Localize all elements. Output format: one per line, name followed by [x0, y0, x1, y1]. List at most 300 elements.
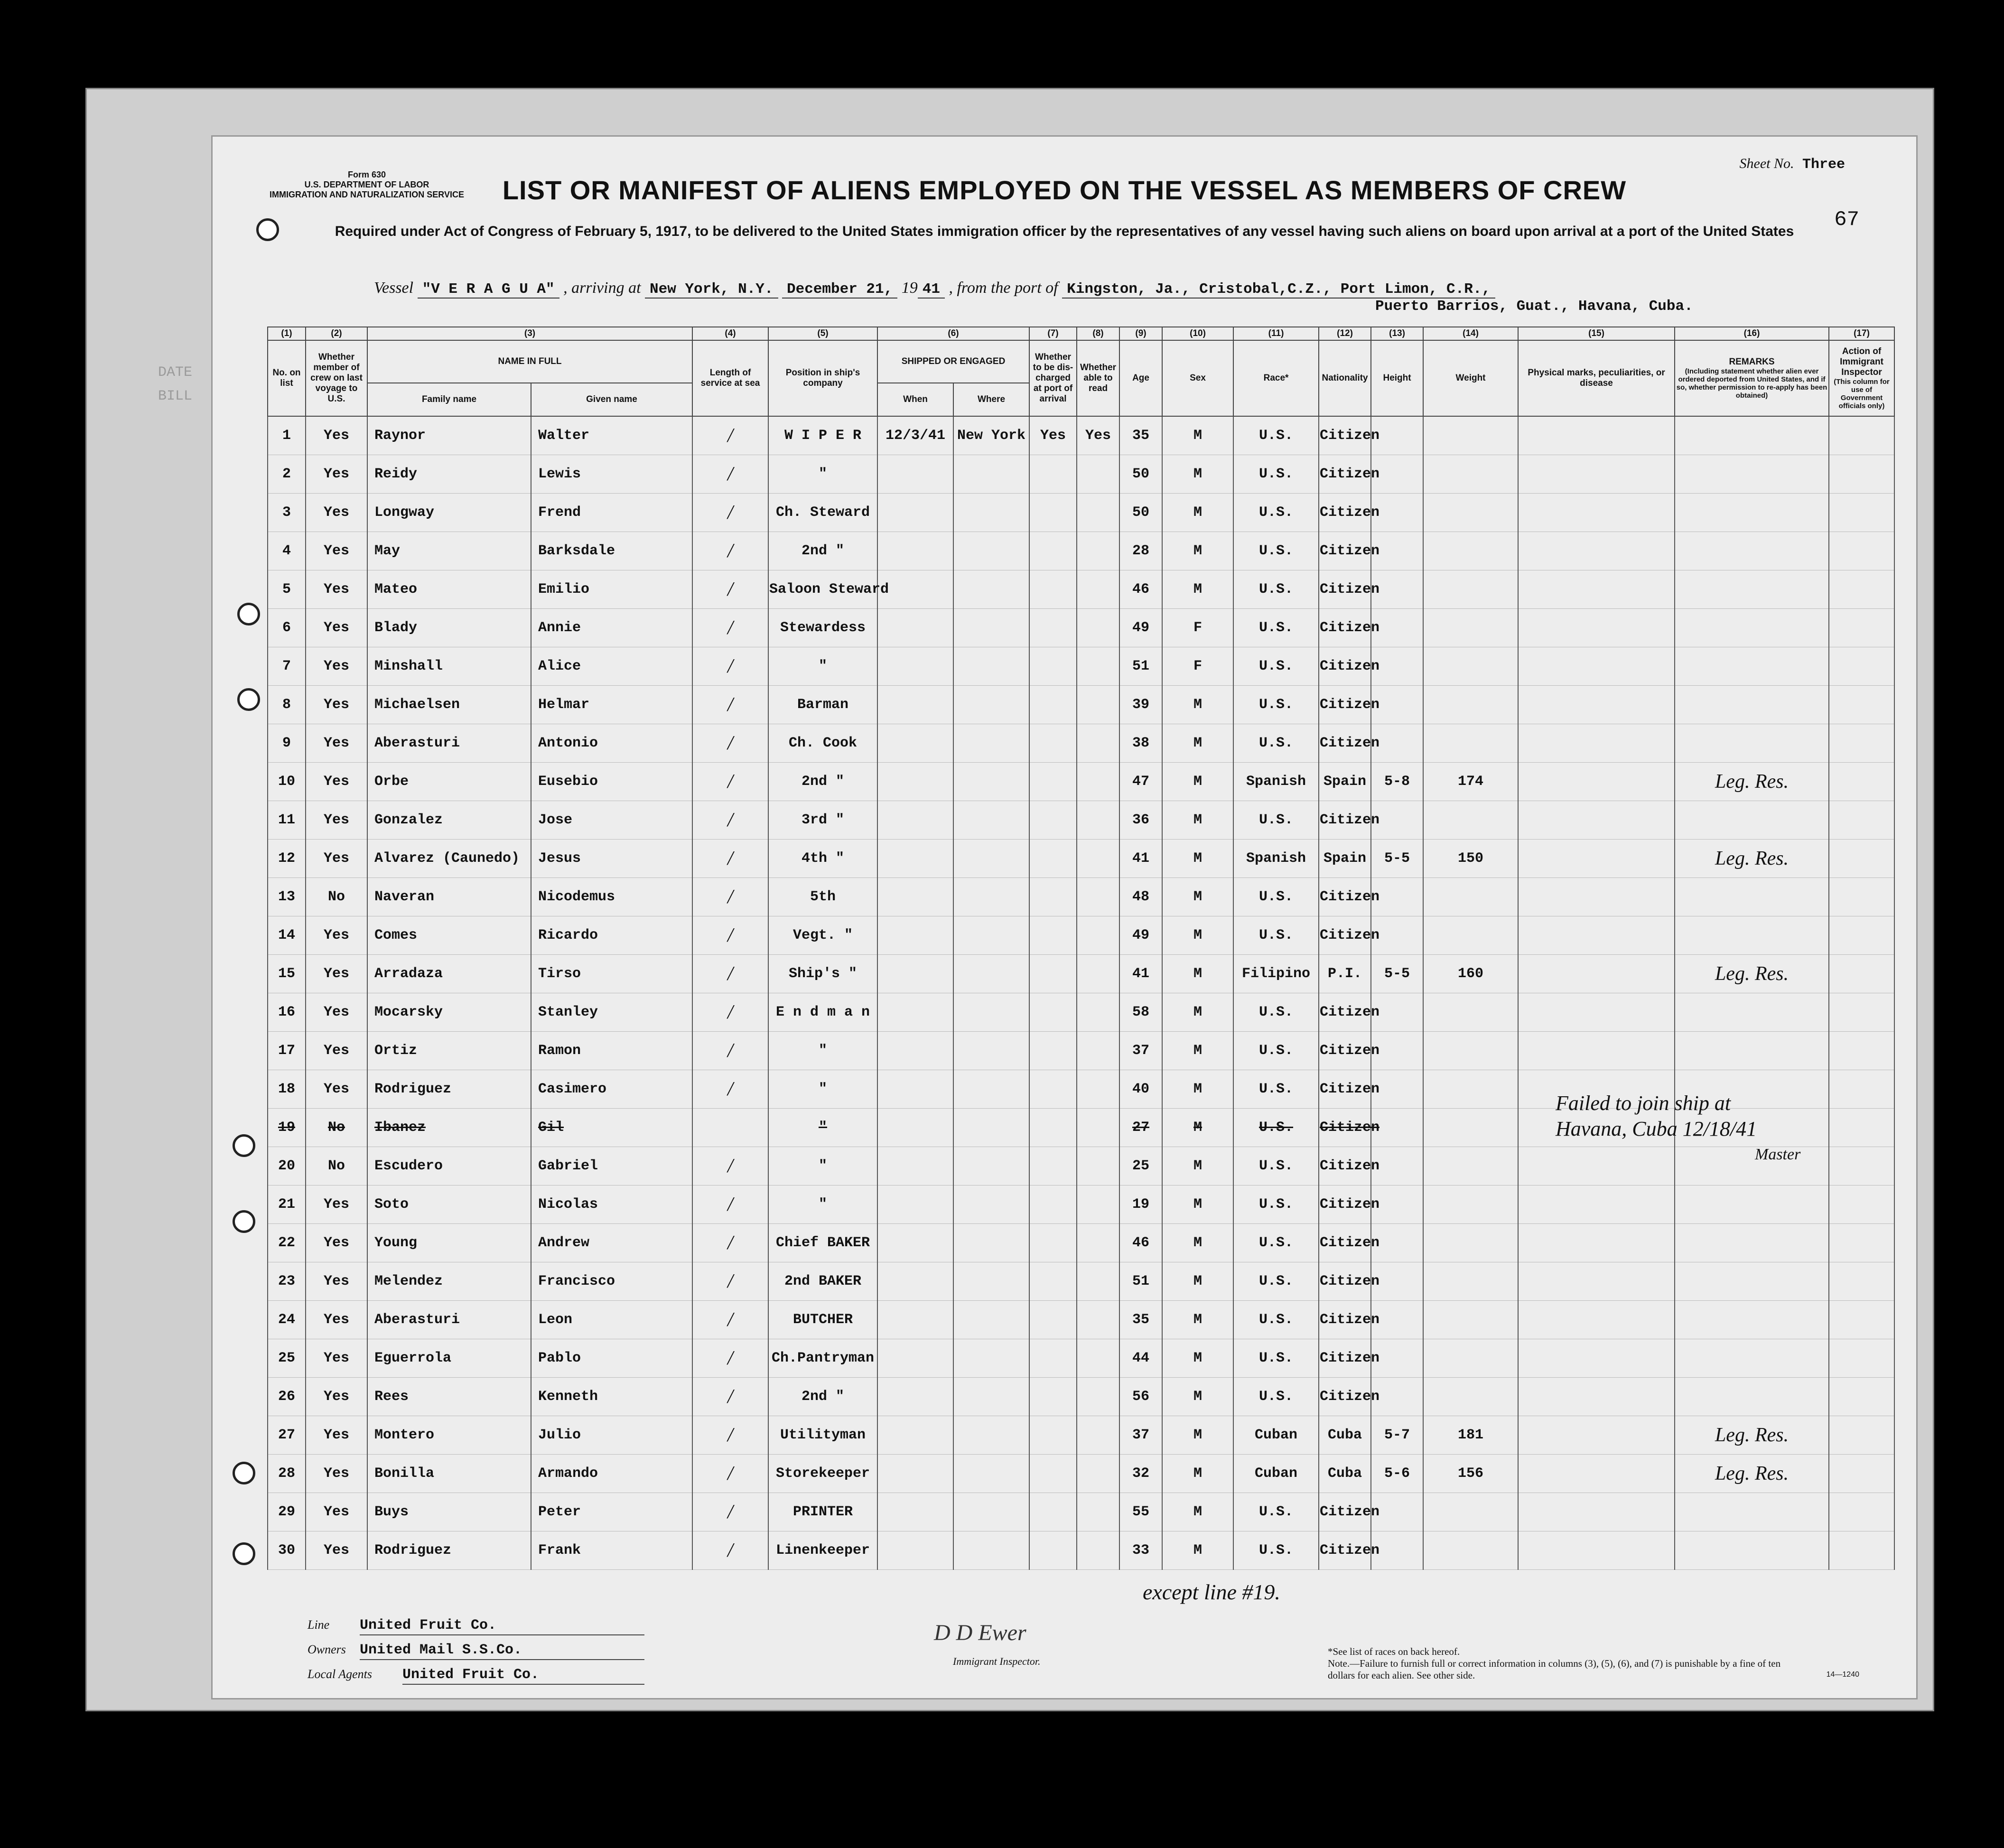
given-name-cell: Peter	[531, 1493, 692, 1531]
crew-row	[268, 763, 1894, 801]
header-when: When	[877, 383, 953, 416]
physical-marks-cell	[1518, 878, 1675, 916]
weight-cell	[1423, 609, 1518, 647]
shipped-when-cell	[877, 1301, 953, 1339]
shipped-where-cell	[953, 1531, 1029, 1570]
physical-marks-cell	[1518, 1416, 1675, 1455]
family-name-cell: Ibanez	[367, 1109, 531, 1147]
sex-cell: M	[1162, 1109, 1233, 1147]
able-to-read-cell	[1077, 878, 1119, 916]
remarks-cell	[1675, 647, 1829, 686]
to-be-discharged-cell	[1029, 1493, 1077, 1531]
family-name-cell: Comes	[367, 916, 531, 955]
family-name-cell: Rodriguez	[367, 1531, 531, 1570]
weight-cell	[1423, 1531, 1518, 1570]
inspector-signature: D D Ewer	[934, 1620, 1026, 1645]
able-to-read-cell	[1077, 1339, 1119, 1378]
race-cell: Spanish	[1233, 763, 1319, 801]
age-cell: 48	[1119, 878, 1162, 916]
inspector-action-cell	[1829, 1224, 1894, 1262]
race-cell: U.S.	[1233, 1185, 1319, 1224]
weight-cell	[1423, 455, 1518, 494]
to-be-discharged-cell	[1029, 686, 1077, 724]
vessel-name: "V E R A G U A"	[418, 281, 559, 299]
race-cell: U.S.	[1233, 1301, 1319, 1339]
age-cell: 51	[1119, 647, 1162, 686]
ship-position-cell: "	[768, 647, 877, 686]
shipped-where-cell	[953, 1301, 1029, 1339]
nationality-cell: P.I.	[1319, 955, 1371, 993]
age-cell: 36	[1119, 801, 1162, 840]
able-to-read-cell	[1077, 1147, 1119, 1185]
family-name-cell: Mocarsky	[367, 993, 531, 1032]
manifest-sheet	[211, 135, 1918, 1699]
header-action	[1829, 340, 1894, 416]
year-suffix: 41	[918, 281, 945, 299]
remarks-cell	[1675, 1301, 1829, 1339]
service-length-cell: /	[692, 1339, 768, 1378]
weight-cell	[1423, 416, 1518, 455]
inspector-action-cell	[1829, 1455, 1894, 1493]
sex-cell: M	[1162, 1070, 1233, 1109]
sex-cell: M	[1162, 416, 1233, 455]
col-num-2: (2)	[306, 327, 367, 340]
physical-marks-cell	[1518, 801, 1675, 840]
family-name-cell: Minshall	[367, 647, 531, 686]
family-name-cell: Reidy	[367, 455, 531, 494]
race-cell: U.S.	[1233, 686, 1319, 724]
service-length-cell: /	[692, 609, 768, 647]
ship-position-cell: Storekeeper	[768, 1455, 877, 1493]
remarks-cell	[1675, 916, 1829, 955]
to-be-discharged-cell	[1029, 1032, 1077, 1070]
shipped-where-cell	[953, 801, 1029, 840]
crew-member-last-voyage-cell: Yes	[306, 1070, 367, 1109]
col-num-10: (10)	[1162, 327, 1233, 340]
shipped-when-cell	[877, 1262, 953, 1301]
able-to-read-cell	[1077, 532, 1119, 570]
crew-row	[268, 1378, 1894, 1416]
shipped-where-cell	[953, 686, 1029, 724]
remarks-cell	[1675, 1185, 1829, 1224]
given-name-cell: Julio	[531, 1416, 692, 1455]
inspector-action-cell	[1829, 1301, 1894, 1339]
shipped-where-cell	[953, 993, 1029, 1032]
departure-ports-line2: Puerto Barrios, Guat., Havana, Cuba.	[1375, 298, 1693, 315]
family-name-cell: Melendez	[367, 1262, 531, 1301]
shipped-where-cell	[953, 1185, 1029, 1224]
to-be-discharged-cell	[1029, 1416, 1077, 1455]
inspector-action-cell	[1829, 1493, 1894, 1531]
physical-marks-cell	[1518, 763, 1675, 801]
sex-cell: M	[1162, 1032, 1233, 1070]
able-to-read-cell	[1077, 686, 1119, 724]
sex-cell: M	[1162, 532, 1233, 570]
given-name-cell: Eusebio	[531, 763, 692, 801]
physical-marks-cell	[1518, 1032, 1675, 1070]
physical-marks-cell	[1518, 916, 1675, 955]
age-cell: 51	[1119, 1262, 1162, 1301]
sex-cell: M	[1162, 455, 1233, 494]
binder-hole	[233, 1462, 255, 1484]
header-no-on-list: No. on list	[268, 340, 306, 416]
race-cell: U.S.	[1233, 570, 1319, 609]
crew-row	[268, 801, 1894, 840]
to-be-discharged-cell	[1029, 1378, 1077, 1416]
shipped-when-cell	[877, 840, 953, 878]
department-name: U.S. DEPARTMENT OF LABOR	[304, 180, 429, 189]
print-code: 14—1240	[1826, 1671, 1859, 1679]
physical-marks-cell	[1518, 1185, 1675, 1224]
given-name-cell: Ramon	[531, 1032, 692, 1070]
sex-cell: M	[1162, 724, 1233, 763]
shipped-where-cell	[953, 532, 1029, 570]
family-name-cell: Buys	[367, 1493, 531, 1531]
family-name-cell: May	[367, 532, 531, 570]
ship-position-cell: "	[768, 1032, 877, 1070]
weight-cell: 160	[1423, 955, 1518, 993]
sheet-number-value: Three	[1802, 157, 1845, 173]
arriving-label: , arriving at	[563, 279, 641, 297]
races-note: *See list of races on back hereof.	[1328, 1646, 1460, 1657]
ship-position-cell: Utilityman	[768, 1416, 877, 1455]
sex-cell: M	[1162, 878, 1233, 916]
height-cell: 5-7	[1371, 1416, 1423, 1455]
year-prefix: 19	[901, 279, 918, 297]
ship-position-cell: 5th	[768, 878, 877, 916]
sex-cell: M	[1162, 801, 1233, 840]
sheet-number-label: Sheet No.	[1739, 156, 1794, 171]
sex-cell: M	[1162, 1531, 1233, 1570]
nationality-cell: Citizen	[1319, 647, 1371, 686]
remarks-cell	[1675, 686, 1829, 724]
shipped-when-cell	[877, 1455, 953, 1493]
remarks-cell	[1675, 1531, 1829, 1570]
remarks-cell	[1675, 801, 1829, 840]
inspector-action-cell	[1829, 1032, 1894, 1070]
remarks-cell	[1675, 1339, 1829, 1378]
race-cell: Spanish	[1233, 840, 1319, 878]
crew-member-last-voyage-cell: Yes	[306, 801, 367, 840]
shipped-where-cell	[953, 1339, 1029, 1378]
able-to-read-cell	[1077, 1531, 1119, 1570]
service-length-cell: /	[692, 1378, 768, 1416]
service-length-cell: /	[692, 724, 768, 763]
crew-member-last-voyage-cell: Yes	[306, 1224, 367, 1262]
shipped-when-cell	[877, 878, 953, 916]
weight-cell	[1423, 1224, 1518, 1262]
crew-member-last-voyage-cell: Yes	[306, 840, 367, 878]
crew-row	[268, 1339, 1894, 1378]
nationality-cell: Citizen	[1319, 416, 1371, 455]
arrival-date: December 21,	[782, 281, 897, 299]
nationality-cell: Citizen	[1319, 455, 1371, 494]
weight-cell	[1423, 878, 1518, 916]
shipped-when-cell	[877, 686, 953, 724]
row-number-cell: 15	[268, 955, 306, 993]
given-name-cell: Andrew	[531, 1224, 692, 1262]
to-be-discharged-cell	[1029, 1455, 1077, 1493]
age-cell: 41	[1119, 840, 1162, 878]
inspector-action-cell	[1829, 532, 1894, 570]
weight-cell	[1423, 1185, 1518, 1224]
able-to-read-cell	[1077, 455, 1119, 494]
to-be-discharged-cell	[1029, 455, 1077, 494]
col-num-1: (1)	[268, 327, 306, 340]
penalty-note: Note.—Failure to furnish full or correct information in columns (3), (5), (6), and (7) is punishable by a fine of ten dollars for each alien. See other side.	[1328, 1658, 1781, 1681]
binder-hole	[233, 1134, 255, 1157]
nationality-cell: Citizen	[1319, 1531, 1371, 1570]
shipped-when-cell	[877, 570, 953, 609]
ship-position-cell: Ch.Pantryman	[768, 1339, 877, 1378]
weight-cell	[1423, 1262, 1518, 1301]
nationality-cell: Citizen	[1319, 878, 1371, 916]
ship-position-cell: 2nd "	[768, 763, 877, 801]
given-name-cell: Frend	[531, 494, 692, 532]
ship-position-cell: 2nd "	[768, 1378, 877, 1416]
age-cell: 35	[1119, 416, 1162, 455]
physical-marks-cell	[1518, 1339, 1675, 1378]
shipped-when-cell	[877, 647, 953, 686]
age-cell: 19	[1119, 1185, 1162, 1224]
inspector-action-cell	[1829, 647, 1894, 686]
agents-value: United Fruit Co.	[402, 1666, 644, 1685]
row-number-cell: 24	[268, 1301, 306, 1339]
vessel-label: Vessel	[374, 279, 414, 297]
shipped-where-cell	[953, 763, 1029, 801]
row-number-cell: 19	[268, 1109, 306, 1147]
remarks-cell	[1675, 1262, 1829, 1301]
able-to-read-cell	[1077, 1262, 1119, 1301]
family-name-cell: Young	[367, 1224, 531, 1262]
crew-table	[267, 327, 1895, 1570]
crew-member-last-voyage-cell: Yes	[306, 1339, 367, 1378]
row-number-cell: 16	[268, 993, 306, 1032]
nationality-cell: Citizen	[1319, 993, 1371, 1032]
to-be-discharged-cell	[1029, 494, 1077, 532]
crew-row	[268, 686, 1894, 724]
row-number-cell: 12	[268, 840, 306, 878]
except-line-note: except line #19.	[1143, 1580, 1280, 1604]
able-to-read-cell	[1077, 1378, 1119, 1416]
shipped-where-cell	[953, 609, 1029, 647]
shipped-when-cell	[877, 1493, 953, 1531]
age-cell: 50	[1119, 494, 1162, 532]
row-number-cell: 26	[268, 1378, 306, 1416]
col-num-4: (4)	[692, 327, 768, 340]
to-be-discharged-cell	[1029, 647, 1077, 686]
sex-cell: M	[1162, 1416, 1233, 1455]
race-cell: U.S.	[1233, 416, 1319, 455]
service-length-cell: /	[692, 686, 768, 724]
given-name-cell: Stanley	[531, 993, 692, 1032]
inspector-action-cell	[1829, 1378, 1894, 1416]
family-name-cell: Arradaza	[367, 955, 531, 993]
nationality-cell: Citizen	[1319, 1109, 1371, 1147]
service-length-cell	[692, 1109, 768, 1147]
family-name-cell: Gonzalez	[367, 801, 531, 840]
crew-row	[268, 916, 1894, 955]
header-given-name: Given name	[531, 383, 692, 416]
given-name-cell: Frank	[531, 1531, 692, 1570]
crew-row	[268, 955, 1894, 993]
column-header-row-1	[268, 340, 1894, 383]
ship-position-cell: Ch. Cook	[768, 724, 877, 763]
crew-member-last-voyage-cell: Yes	[306, 647, 367, 686]
nationality-cell: Citizen	[1319, 1493, 1371, 1531]
page-number: 67	[1834, 208, 1859, 232]
row-number-cell: 30	[268, 1531, 306, 1570]
row-number-cell: 13	[268, 878, 306, 916]
given-name-cell: Alice	[531, 647, 692, 686]
given-name-cell: Armando	[531, 1455, 692, 1493]
shipped-where-cell	[953, 455, 1029, 494]
weight-cell: 174	[1423, 763, 1518, 801]
to-be-discharged-cell	[1029, 1531, 1077, 1570]
arrival-port: New York, N.Y.	[645, 281, 778, 299]
weight-cell	[1423, 916, 1518, 955]
given-name-cell: Jose	[531, 801, 692, 840]
given-name-cell: Leon	[531, 1301, 692, 1339]
able-to-read-cell	[1077, 763, 1119, 801]
physical-marks-cell	[1518, 1455, 1675, 1493]
crew-member-last-voyage-cell: Yes	[306, 570, 367, 609]
weight-cell: 156	[1423, 1455, 1518, 1493]
able-to-read-cell	[1077, 1032, 1119, 1070]
inspector-action-cell	[1829, 724, 1894, 763]
shipped-where-cell	[953, 955, 1029, 993]
crew-member-last-voyage-cell: Yes	[306, 955, 367, 993]
header-action-title: Action of Immigrant Inspector	[1840, 346, 1883, 377]
departure-ports-line1: Kingston, Ja., Cristobal,C.Z., Port Limon, C.R.,	[1062, 281, 1495, 299]
family-name-cell: Alvarez (Caunedo)	[367, 840, 531, 878]
service-length-cell: /	[692, 1262, 768, 1301]
shipped-when-cell	[877, 1416, 953, 1455]
family-name-cell: Aberasturi	[367, 724, 531, 763]
age-cell: 47	[1119, 763, 1162, 801]
inspector-action-cell	[1829, 1416, 1894, 1455]
weight-cell	[1423, 1378, 1518, 1416]
col-num-17: (17)	[1829, 327, 1894, 340]
crew-row	[268, 455, 1894, 494]
header-action-note: (This column for use of Government officials only)	[1834, 378, 1890, 410]
sex-cell: M	[1162, 1339, 1233, 1378]
family-name-cell: Rodriguez	[367, 1070, 531, 1109]
inspector-action-cell	[1829, 1070, 1894, 1109]
given-name-cell: Walter	[531, 416, 692, 455]
row-number-cell: 28	[268, 1455, 306, 1493]
service-length-cell: /	[692, 916, 768, 955]
race-cell: U.S.	[1233, 916, 1319, 955]
crew-member-last-voyage-cell: No	[306, 1109, 367, 1147]
able-to-read-cell	[1077, 1224, 1119, 1262]
weight-cell	[1423, 993, 1518, 1032]
nationality-cell: Citizen	[1319, 494, 1371, 532]
shipped-when-cell	[877, 801, 953, 840]
header-shipped-engaged: SHIPPED OR ENGAGED	[877, 340, 1029, 383]
remarks-cell	[1675, 416, 1829, 455]
to-be-discharged-cell	[1029, 532, 1077, 570]
inspector-action-cell	[1829, 1109, 1894, 1147]
crew-row	[268, 1185, 1894, 1224]
shipped-when-cell	[877, 1378, 953, 1416]
given-name-cell: Nicolas	[531, 1185, 692, 1224]
shipped-when-cell	[877, 1224, 953, 1262]
form-number: Form 630	[347, 170, 386, 179]
height-cell: 5-5	[1371, 840, 1423, 878]
remarks-cell	[1675, 532, 1829, 570]
weight-cell	[1423, 570, 1518, 609]
shipped-when-cell: 12/3/41	[877, 416, 953, 455]
header-race: Race*	[1233, 340, 1319, 416]
col-num-15: (15)	[1518, 327, 1675, 340]
age-cell: 49	[1119, 609, 1162, 647]
given-name-cell: Gabriel	[531, 1147, 692, 1185]
physical-marks-cell	[1518, 1262, 1675, 1301]
sex-cell: M	[1162, 1262, 1233, 1301]
able-to-read-cell	[1077, 570, 1119, 609]
family-name-cell: Mateo	[367, 570, 531, 609]
inspector-action-cell	[1829, 416, 1894, 455]
shipped-when-cell	[877, 916, 953, 955]
inspector-action-cell	[1829, 609, 1894, 647]
crew-member-last-voyage-cell: Yes	[306, 993, 367, 1032]
crew-member-last-voyage-cell: Yes	[306, 494, 367, 532]
shipped-when-cell	[877, 609, 953, 647]
nationality-cell: Spain	[1319, 763, 1371, 801]
row-number-cell: 21	[268, 1185, 306, 1224]
family-name-cell: Michaelsen	[367, 686, 531, 724]
age-cell: 35	[1119, 1301, 1162, 1339]
to-be-discharged-cell	[1029, 570, 1077, 609]
header-where: Where	[953, 383, 1029, 416]
owners-label: Owners	[308, 1643, 346, 1656]
given-name-cell: Casimero	[531, 1070, 692, 1109]
age-cell: 41	[1119, 955, 1162, 993]
family-name-cell: Aberasturi	[367, 1301, 531, 1339]
to-be-discharged-cell	[1029, 840, 1077, 878]
nationality-cell: Spain	[1319, 840, 1371, 878]
crew-member-last-voyage-cell: Yes	[306, 916, 367, 955]
crew-row	[268, 1416, 1894, 1455]
race-cell: U.S.	[1233, 878, 1319, 916]
remarks-cell: Leg. Res.	[1675, 763, 1829, 801]
able-to-read-cell	[1077, 993, 1119, 1032]
remarks-cell	[1675, 455, 1829, 494]
weight-cell	[1423, 1147, 1518, 1185]
ship-position-cell: "	[768, 1109, 877, 1147]
weight-cell: 150	[1423, 840, 1518, 878]
from-port-label: , from the port of	[949, 279, 1058, 297]
given-name-cell: Helmar	[531, 686, 692, 724]
service-length-cell: /	[692, 993, 768, 1032]
row-number-cell: 27	[268, 1416, 306, 1455]
shipped-when-cell	[877, 993, 953, 1032]
race-cell: U.S.	[1233, 647, 1319, 686]
inspector-action-cell	[1829, 763, 1894, 801]
shipped-where-cell	[953, 494, 1029, 532]
service-length-cell: /	[692, 570, 768, 609]
shipped-when-cell	[877, 955, 953, 993]
remarks-cell: Leg. Res.	[1675, 1455, 1829, 1493]
row-number-cell: 14	[268, 916, 306, 955]
physical-marks-cell	[1518, 1531, 1675, 1570]
given-name-cell: Barksdale	[531, 532, 692, 570]
able-to-read-cell	[1077, 1185, 1119, 1224]
weight-cell	[1423, 532, 1518, 570]
weight-cell	[1423, 1301, 1518, 1339]
crew-row	[268, 570, 1894, 609]
